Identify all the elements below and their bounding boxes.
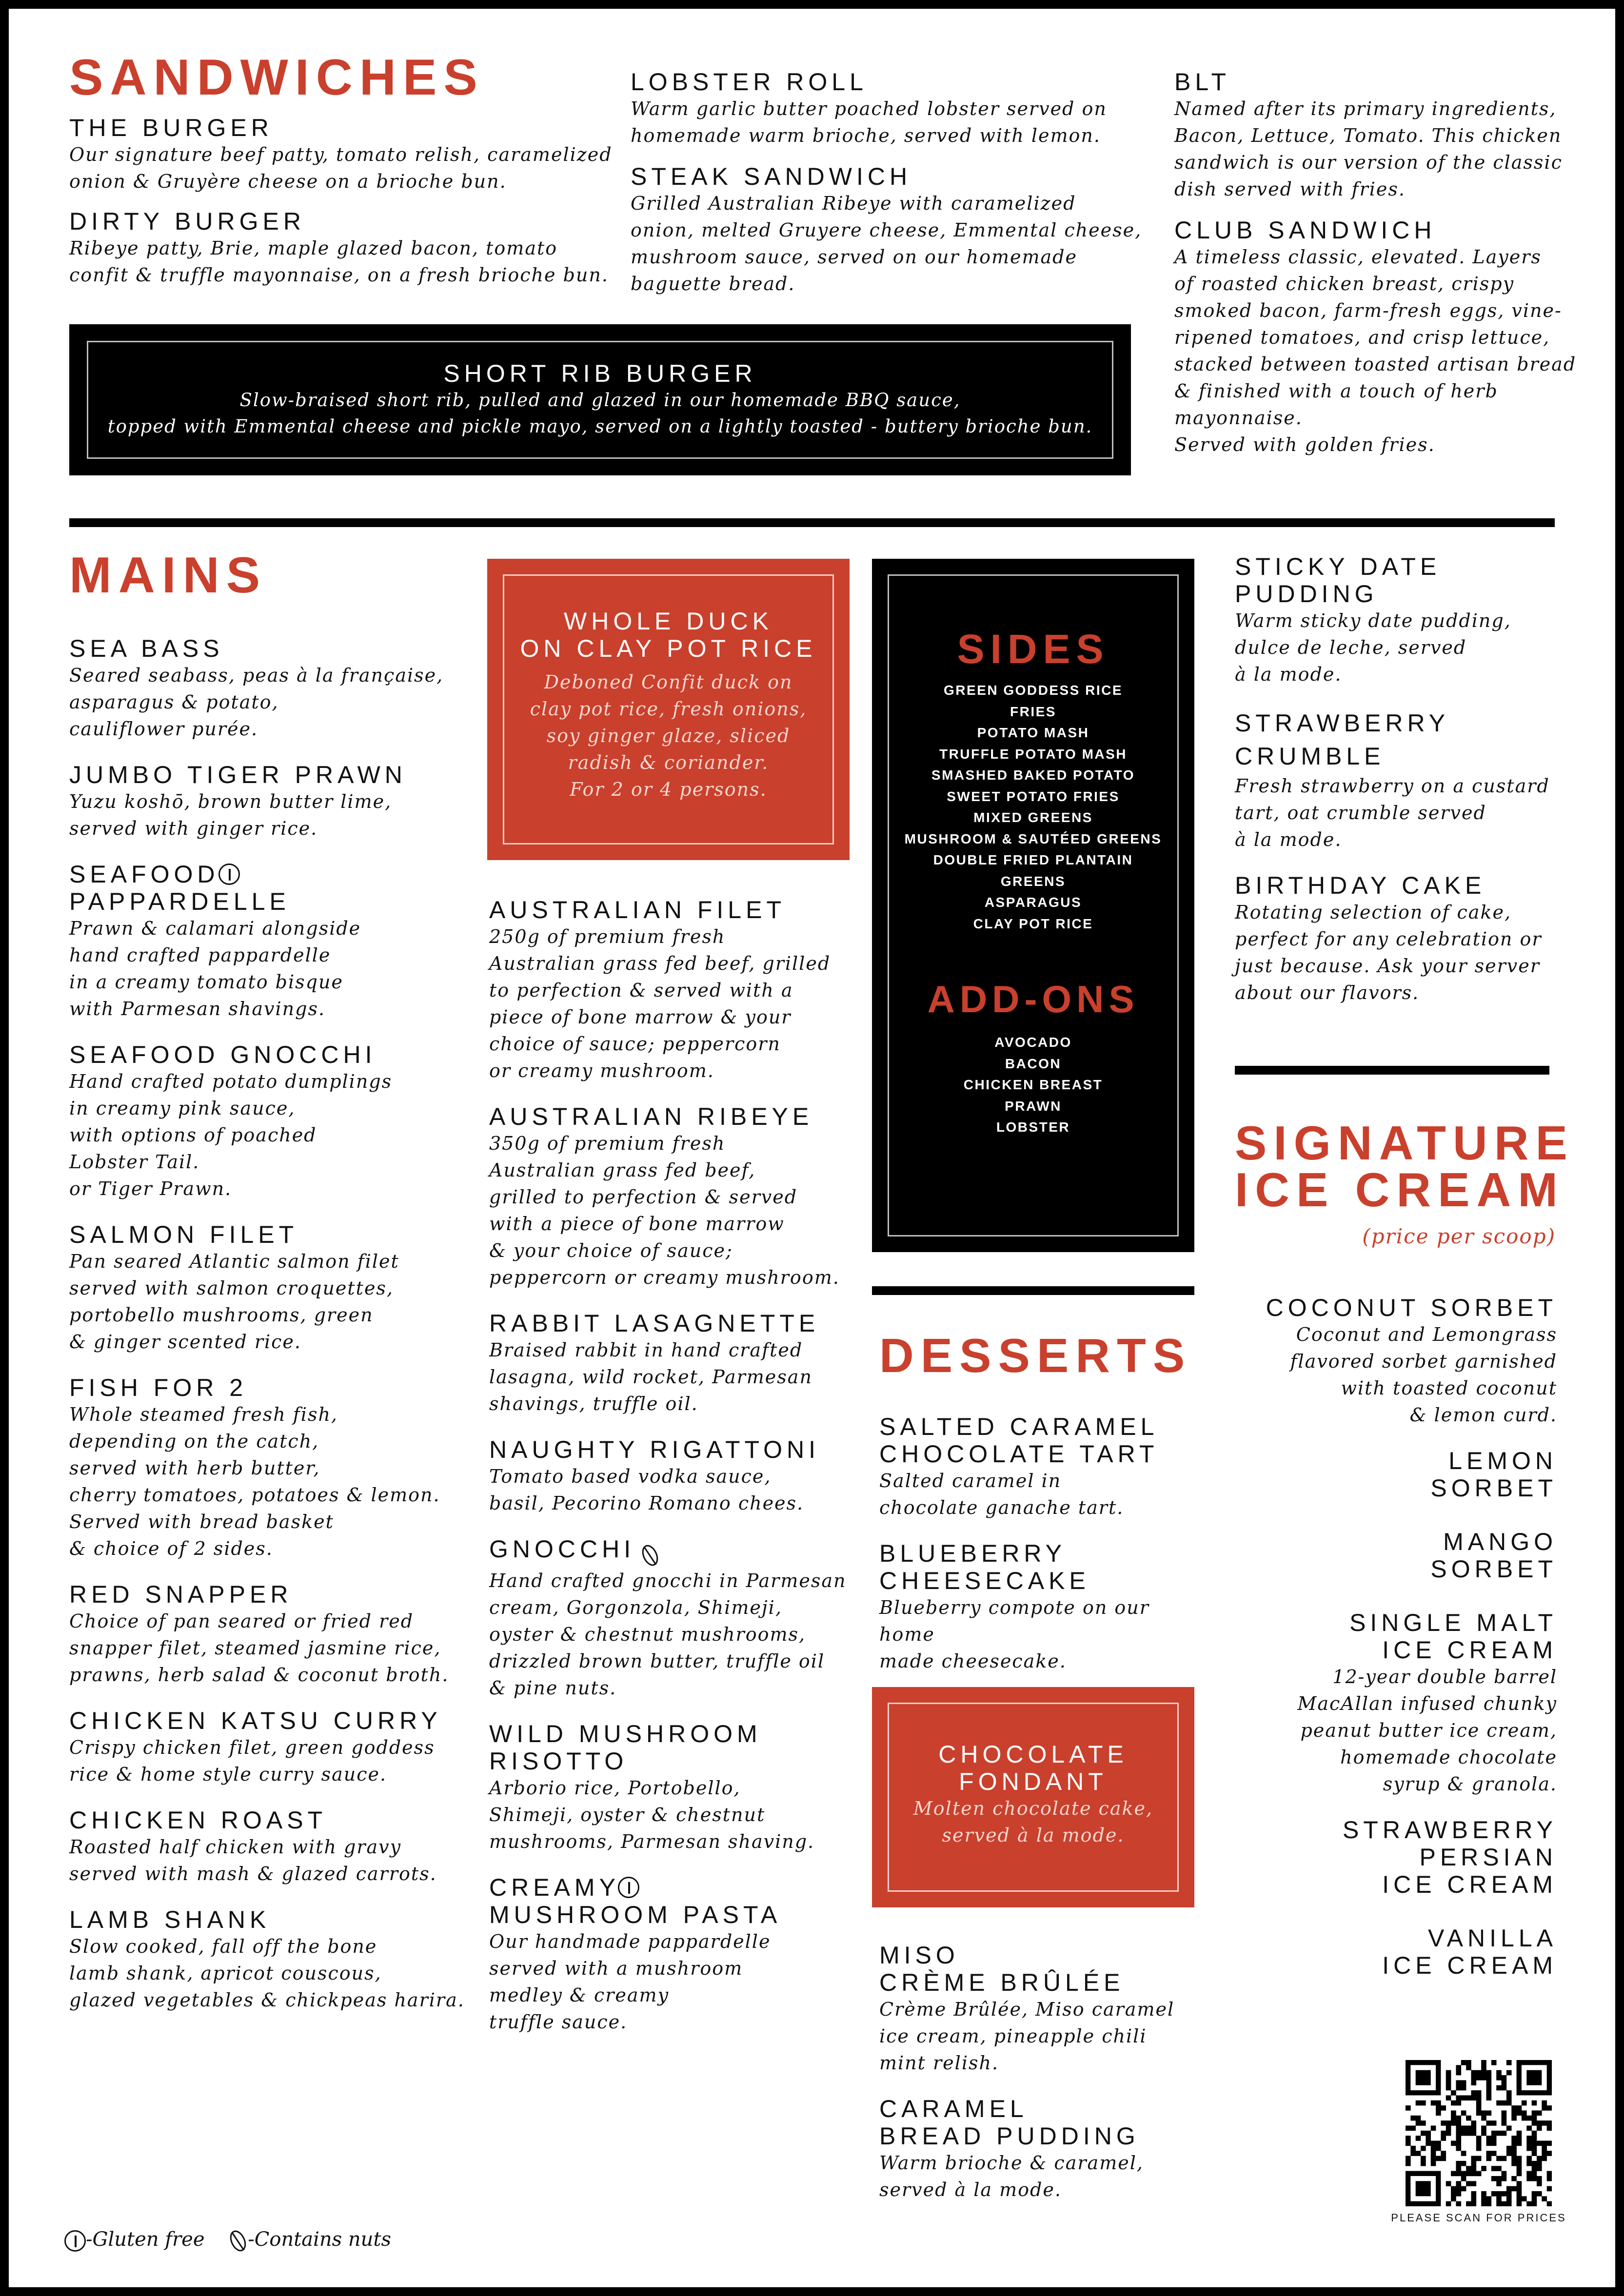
gluten-free-icon: [618, 1877, 639, 1898]
sandwiches-heading: SANDWICHES: [69, 49, 484, 106]
item-desc: Arborio rice, Portobello, Shimeji, oyster & chestnut mushrooms, Parmesan shaving.: [489, 1777, 815, 1852]
addon-item: LOBSTER: [996, 1119, 1070, 1135]
item-name: BLUEBERRY CHEESECAKE: [879, 1540, 1090, 1594]
desserts-divider: [872, 1286, 1194, 1295]
desserts-col-top: [879, 1413, 1191, 1675]
item-desc: Our signature beef patty, tomato relish, caramelized onion & Gruyère cheese on a brioche bun.: [69, 144, 613, 192]
item-name: SEAFOOD GNOCCHI: [69, 1041, 376, 1068]
side-item: POTATO MASH: [977, 725, 1089, 740]
legend-gluten-label: -Gluten free: [86, 2228, 205, 2251]
item-desc: Salted caramel in chocolate ganache tart.: [879, 1470, 1124, 1518]
featured-content: [872, 1741, 1194, 1849]
addons-heading: ADD-ONS: [927, 978, 1139, 1020]
item-desc: Crispy chicken filet, green goddess rice & home style curry sauce.: [69, 1737, 435, 1785]
item-desc: Named after its primary ingredients, Bacon, Lettuce, Tomato. This chicken sandwich is our version of the classic dish served with fries.: [1174, 98, 1563, 200]
item-name: THE BURGER: [69, 114, 273, 141]
item-desc: Hand crafted potato dumplings in creamy pink sauce, with options of poached Lobster Tail. or Tiger Prawn.: [69, 1071, 393, 1199]
side-item: MIXED GREENS: [973, 810, 1093, 825]
item-desc: Warm garlic butter poached lobster served on homemade warm brioche, served with lemon.: [631, 98, 1107, 146]
item-name: CHICKEN KATSU CURRY: [69, 1707, 442, 1734]
icecream-divider: [1235, 1066, 1549, 1075]
legend: [64, 2227, 391, 2253]
side-item: MUSHROOM & SAUTÉED GREENS: [904, 831, 1162, 846]
side-item: SMASHED BAKED POTATO: [931, 767, 1135, 783]
featured-name: WHOLE DUCK ON CLAY POT RICE: [520, 608, 817, 662]
desserts-heading: DESSERTS: [879, 1329, 1192, 1382]
item-name: STICKY DATE PUDDING: [1235, 553, 1441, 608]
item-name: CREAMY MUSHROOM PASTA: [489, 1873, 782, 1928]
item-name: MANGO SORBET: [1430, 1528, 1557, 1583]
addon-item: PRAWN: [1005, 1098, 1062, 1114]
featured-content: [487, 608, 850, 803]
item-desc: Tomato based vodka sauce, basil, Pecorino Romano chees.: [489, 1466, 804, 1514]
sides-heading: SIDES: [957, 626, 1109, 672]
qr-code-image: [1406, 2060, 1552, 2206]
addon-item: BACON: [1005, 1056, 1062, 1071]
qr-code[interactable]: [1406, 2060, 1552, 2206]
item-name: CARAMEL BREAD PUDDING: [879, 2095, 1140, 2150]
item-desc: Coconut and Lemongrass flavored sorbet garnished with toasted coconut & lemon curd.: [1290, 1324, 1557, 1426]
featured-whole-duck-box: [487, 559, 850, 860]
item-desc: Crème Brûlée, Miso caramel ice cream, pineapple chili mint relish.: [879, 1999, 1175, 2074]
item-desc: Fresh strawberry on a custard tart, oat crumble served à la mode.: [1235, 775, 1550, 850]
icecream-list: [1187, 1294, 1557, 1979]
item-name: LEMON SORBET: [1430, 1447, 1557, 1502]
item-desc: Hand crafted gnocchi in Parmesan cream, Gorgonzola, Shimeji, oyster & chestnut mushrooms, drizzled brown butter, truffle oil & pine nuts.: [489, 1570, 847, 1699]
item-desc: Whole steamed fresh fish, depending on the catch, served with herb butter, cherry tomatoes, potatoes & lemon. Served with bread basket & choice of 2 sides.: [69, 1404, 440, 1559]
item-desc: Prawn & calamari alongside hand crafted pappardelle in a creamy tomato bisque with Parmesan shavings.: [69, 918, 361, 1020]
item-desc: 350g of premium fresh Australian grass fed beef, grilled to perfection & served with a piece of bone marrow & your choice of sauce; peppercorn or creamy mushroom.: [489, 1133, 840, 1288]
item-name: STRAWBERRY PERSIAN ICE CREAM: [1342, 1816, 1557, 1898]
icecream-heading: SIGNATURE ICE CREAM: [1235, 1116, 1574, 1217]
featured-chocolate-fondant-box: [872, 1687, 1194, 1907]
item-desc: Slow cooked, fall off the bone lamb shank, apricot couscous, glazed vegetables & chickpeas harira.: [69, 1936, 465, 2011]
item-name: DIRTY BURGER: [69, 208, 306, 235]
item-name: LAMB SHANK: [69, 1906, 271, 1933]
sandwiches-col1: [69, 114, 620, 289]
featured-desc: Molten chocolate cake, served à la mode.: [913, 1798, 1153, 1846]
side-item: DOUBLE FRIED PLANTAIN: [933, 852, 1133, 867]
item-name: RABBIT LASAGNETTE: [489, 1310, 820, 1337]
item-desc: Warm brioche & caramel, served à la mode.: [879, 2152, 1144, 2200]
item-name: AUSTRALIAN FILET: [489, 896, 786, 923]
item-desc: Choice of pan seared or fried red snapper filet, steamed jasmine rice, prawns, herb salad & coconut broth.: [69, 1610, 449, 1686]
item-desc: Braised rabbit in hand crafted lasagna, wild rocket, Parmesan shavings, truffle oil.: [489, 1339, 812, 1414]
item-name: NAUGHTY RIGATTONI: [489, 1436, 820, 1463]
featured-name: SHORT RIB BURGER: [443, 360, 757, 387]
desserts-right-col: [1235, 553, 1576, 1006]
item-desc: A timeless classic, elevated. Layers of roasted chicken breast, crispy smoked bacon, farm-fresh eggs, vine- ripened tomatoes, and crisp lettuce, stacked between toasted artisan bread & finished with a touch of herb mayonnaise. Served with golden fries.: [1174, 246, 1577, 455]
item-name: JUMBO TIGER PRAWN: [69, 761, 407, 788]
item-name: CLUB SANDWICH: [1174, 216, 1436, 244]
item-name: STEAK SANDWICH: [631, 163, 912, 190]
item-name: SINGLE MALT ICE CREAM: [1349, 1609, 1557, 1664]
side-item: GREENS: [1000, 873, 1066, 889]
gluten-free-icon: [218, 863, 240, 885]
side-item: ASPARAGUS: [984, 895, 1082, 910]
featured-short-rib-box: [69, 324, 1131, 475]
item-name: FISH FOR 2: [69, 1374, 248, 1401]
item-desc: Pan seared Atlantic salmon filet served with salmon croquettes, portobello mushrooms, green & ginger scented rice.: [69, 1251, 399, 1353]
sandwiches-col2: [631, 68, 1167, 297]
item-desc: Grilled Australian Ribeye with caramelized onion, melted Gruyere cheese, Emmental cheese, mushroom sauce, served on our homemade baguette bread.: [631, 193, 1142, 294]
section-divider: [69, 518, 1555, 527]
item-name: GNOCCHI: [489, 1535, 635, 1563]
item-name: SALTED CARAMEL CHOCOLATE TART: [879, 1413, 1159, 1468]
legend-nuts-label: -Contains nuts: [248, 2228, 392, 2251]
gnocchi: [489, 1535, 870, 1568]
item-desc: Warm sticky date pudding, dulce de leche, served à la mode.: [1235, 610, 1511, 685]
item-name: BLT: [1174, 68, 1230, 96]
sides-list: [872, 680, 1194, 934]
side-item: GREEN GODDESS RICE: [943, 683, 1123, 698]
item-desc: Roasted half chicken with gravy served with mash & glazed carrots.: [69, 1836, 437, 1884]
item-name: BIRTHDAY CAKE: [1235, 872, 1486, 899]
sides-content: [872, 627, 1194, 1138]
qr-caption: PLEASE SCAN FOR PRICES: [1391, 2212, 1566, 2224]
featured-desc: Deboned Confit duck on clay pot rice, fresh onions, soy ginger glaze, sliced radish & coriander. For 2 or 4 persons.: [530, 671, 807, 800]
side-item: TRUFFLE POTATO MASH: [939, 746, 1128, 762]
item-name: SEA BASS: [69, 635, 224, 662]
item-name: WILD MUSHROOM RISOTTO: [489, 1720, 762, 1775]
desserts-col-bottom: [879, 1942, 1191, 2203]
item-name: SALMON FILET: [69, 1221, 298, 1248]
addons-list: [872, 1032, 1194, 1138]
icecream-subheading: (price per scoop): [1362, 1224, 1556, 1248]
featured-desc: Slow-braised short rib, pulled and glazed in our homemade BBQ sauce, topped with Emmental cheese and pickle mayo, served on a lightly toasted - buttery brioche bun.: [107, 390, 1093, 437]
item-name: SEAFOOD PAPPARDELLE: [69, 861, 290, 915]
item-desc: Blueberry compote on our home made cheesecake.: [879, 1597, 1149, 1672]
sides-addons-box: [872, 559, 1194, 1252]
item-name: VANILLA ICE CREAM: [1382, 1924, 1557, 1979]
sandwiches-col3: [1174, 68, 1584, 458]
item-name: STRAWBERRY CRUMBLE: [1235, 709, 1450, 770]
mains-col2: [489, 896, 870, 2036]
mains-heading: MAINS: [69, 547, 267, 604]
contains-nuts-icon: [228, 2229, 248, 2253]
item-desc: Seared seabass, peas à la française, asparagus & potato, cauliflower purée.: [69, 665, 444, 740]
mains-col1: [69, 635, 469, 2014]
item-name: MISO CRÈME BRÛLÉE: [879, 1942, 1125, 1996]
side-item: FRIES: [1010, 704, 1056, 719]
side-item: CLAY POT RICE: [973, 916, 1093, 931]
featured-content: [69, 360, 1131, 440]
item-name: CHICKEN ROAST: [69, 1806, 327, 1834]
addon-item: AVOCADO: [994, 1035, 1072, 1050]
side-item: SWEET POTATO FRIES: [947, 788, 1120, 804]
creamy-mushroom-pasta: [489, 1874, 870, 1928]
item-desc: 12-year double barrel MacAllan infused chunky peanut butter ice cream, homemade chocolate syrup & granola.: [1297, 1666, 1557, 1795]
seafood-pappardelle: [69, 861, 469, 915]
contains-nuts-icon: [640, 1543, 660, 1568]
gluten-free-icon: [64, 2230, 86, 2252]
addon-item: CHICKEN BREAST: [963, 1077, 1103, 1092]
featured-name: CHOCOLATE FONDANT: [938, 1741, 1128, 1795]
item-desc: Yuzu koshō, brown butter lime, served with ginger rice.: [69, 791, 392, 839]
item-desc: 250g of premium fresh Australian grass fed beef, grilled to perfection & served with a piece of bone marrow & your choice of sauce; peppercorn or creamy mushroom.: [489, 926, 831, 1081]
item-desc: Ribeye patty, Brie, maple glazed bacon, tomato confit & truffle mayonnaise, on a fresh brioche bun.: [69, 237, 609, 286]
item-desc: Our handmade pappardelle served with a mushroom medley & creamy truffle sauce.: [489, 1930, 771, 2033]
item-name: RED SNAPPER: [69, 1581, 293, 1608]
item-desc: Rotating selection of cake, perfect for any celebration or just because. Ask your server about our flavors.: [1235, 902, 1542, 1003]
item-name: COCONUT SORBET: [1266, 1294, 1557, 1321]
item-name: AUSTRALIAN RIBEYE: [489, 1103, 813, 1130]
item-name: LOBSTER ROLL: [631, 68, 868, 96]
